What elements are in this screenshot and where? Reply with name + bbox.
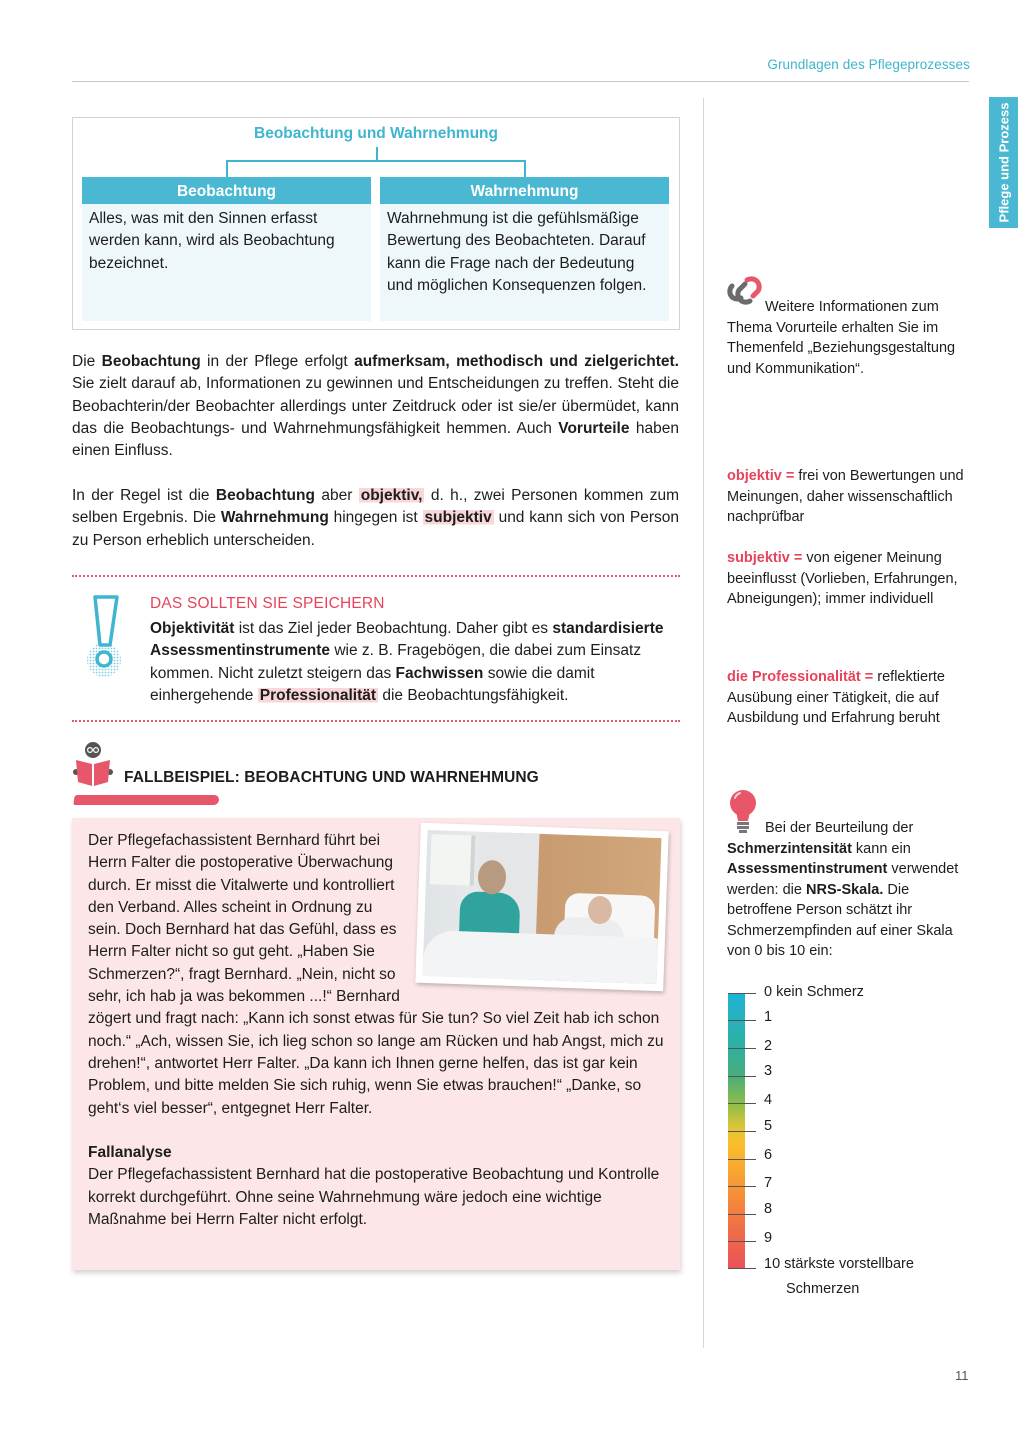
nrs-tick [728, 1103, 756, 1104]
nrs-tick [728, 1268, 756, 1269]
nrs-label-0: 0 kein Schmerz [764, 984, 864, 1000]
bold-term: Assessmentinstrument [727, 861, 888, 877]
nrs-tick [728, 1076, 756, 1077]
memo-text [150, 618, 670, 707]
bold-term: standardisierte Assessmentinstrumente [150, 620, 664, 660]
memo-title: DAS SOLLTEN SIE SPEICHERN [150, 595, 385, 612]
nrs-pain-scale [727, 984, 987, 1297]
text: die Beobachtungsfähigkeit. [378, 686, 569, 704]
case-study-title: FALLBEISPIEL: BEOBACHTUNG UND WAHRNEHMUNG [124, 769, 539, 786]
bold-term: Objektivität [150, 620, 235, 637]
analysis-heading: Fallanalyse [88, 1144, 172, 1162]
text: hingegen ist [328, 509, 423, 527]
reading-person-icon [72, 742, 118, 788]
bold-term: Vorurteile [558, 419, 630, 437]
nrs-label-10-cont: Schmerzen [786, 1281, 860, 1297]
page-number: 11 [955, 1368, 969, 1383]
section-title: Grundlagen des Pflegeprozesses [767, 57, 970, 72]
nrs-tick [728, 1020, 756, 1021]
bold-term: Beobachtung [101, 353, 201, 370]
nrs-label-8: 8 [764, 1201, 773, 1217]
diagram-connector [524, 160, 526, 177]
highlighted-term-objektiv[interactable]: objektiv, [360, 487, 423, 504]
brush-underline [73, 795, 219, 805]
case-study-header [72, 742, 680, 807]
case-story: Der Pflegefachassistent Bernhard führt bei Herrn Falter die postoperative Überwachung durch. Er misst die Vitalwerte und kontrolliert den Verband. Alles scheint in Ordnung zu sein. Doch Bernhard hat das Gefühl, dass es Herrn Falter nicht so gut geht. „Haben Sie Schmerzen?“, fragt Bernhard. „Nein, nicht so sehr, ich hab ja was bekommen ...!“ Bernhard zögert und fragt nach: „Kann ich sonst etwas für Sie tun? So viel Zeit hab ich schon noch.“ „Ach, wissen Sie, ich lieg schon so lange am Rücken und hab Angst, mich zu drehen!“, antwortet Herr Falter. „Da kann ich Ihnen gerne helfen, das ist gar kein Problem, und bitte melden Sie sich ruhig, wenn Sie etwas brauchen!“ „Danke, so geht‘s viel besser“, entgegnet Herr Falter. [88, 832, 664, 1117]
text: wie z. B. Fragebögen, die dabei zum Einsatz kommen. Nicht zuletzt steigern das [150, 642, 642, 682]
nrs-tick [728, 1241, 756, 1242]
nrs-label-9: 9 [764, 1230, 773, 1246]
nrs-tick [728, 1159, 756, 1160]
definition-term: subjektiv = [727, 550, 803, 566]
dotted-divider [72, 575, 680, 577]
definition-term: die Professionalität = [727, 669, 874, 685]
nrs-tick [728, 993, 756, 994]
nrs-label-4: 4 [764, 1092, 773, 1108]
text: Bei der Beurteilung der [765, 820, 914, 836]
concept-diagram [72, 117, 680, 330]
definition-text: reflektierte Ausübung einer Tätigkeit, die auf Ausbildung und Erfahrung beruht [727, 669, 945, 726]
diagram-connector [226, 160, 526, 162]
text: sowie die damit einhergehende [150, 664, 595, 704]
nrs-tick [728, 1048, 756, 1049]
nrs-label-5: 5 [764, 1118, 773, 1134]
memo-box [72, 587, 680, 712]
text: kann ein [851, 840, 911, 857]
definition-objektiv [727, 466, 972, 528]
nrs-label-1: 1 [764, 1009, 773, 1025]
exclamation-icon [80, 593, 130, 683]
nrs-label-7: 7 [764, 1175, 773, 1191]
diagram-column-heading: Beobachtung [82, 177, 371, 204]
text: In der Regel ist die [72, 487, 216, 504]
text: haben einen Einfluss. [72, 419, 679, 460]
nrs-tick [728, 1214, 756, 1215]
nrs-label-10: 10 stärkste vorstellbare [764, 1256, 914, 1272]
text: Die betroffene Person schätzt ihr Schmerzempfinden auf einer Skala von 0 bis 10 ein: [727, 881, 953, 959]
diagram-title: Beobachtung und Wahrnehmung [254, 125, 498, 142]
nrs-tick [728, 1131, 756, 1132]
definition-text: frei von Bewertungen und Meinungen, daher wissenschaftlich nachprüfbar [727, 468, 964, 525]
bold-term: Fachwissen [395, 664, 484, 682]
cross-reference-note: Weitere Informationen zum Thema Vorurteile erhalten Sie im Themenfeld „Beziehungsgestaltung und Kommunikation“. [727, 299, 956, 377]
definition-term: objektiv = [727, 468, 795, 484]
text: verwendet werden: die [727, 861, 959, 898]
bold-term: aufmerksam, methodisch und zielgerichtet. [354, 353, 679, 370]
highlighted-term-subjektiv[interactable]: subjektiv [424, 509, 492, 527]
text: und kann sich von Person zu Person erheblich unterscheiden. [72, 509, 679, 549]
diagram-column-wahrnehmung [380, 177, 669, 321]
bold-term: Wahrnehmung [220, 509, 329, 527]
definition-text: von eigener Meinung beeinflusst (Vorlieben, Erfahrungen, Abneigungen); immer individuell [727, 550, 958, 607]
diagram-connector [226, 160, 228, 177]
dotted-divider [72, 720, 680, 722]
definition-professionalitaet [727, 667, 972, 729]
text: in der Pflege erfolgt [200, 353, 355, 370]
nrs-label-2: 2 [764, 1038, 773, 1054]
tip-note [727, 818, 972, 962]
text: d. h., zwei Personen kommen zum selben Ergebnis. Die [72, 487, 680, 527]
analysis-text: Der Pflegefachassistent Bernhard hat die postoperative Beobachtung und Kontrolle korrekt durchgeführt. Ohne seine Wahrnehmung wäre jedoch eine wichtige Maßnahme bei Herrn Falter nicht erfolgt. [88, 1166, 660, 1229]
diagram-column-beobachtung [82, 177, 371, 321]
nrs-label-6: 6 [764, 1147, 773, 1163]
definition-subjektiv [727, 548, 972, 610]
case-study-box [72, 818, 680, 1270]
text: Die [72, 353, 102, 370]
bold-term: Schmerzintensität [727, 840, 852, 857]
text: Sie zielt darauf ab, Informationen zu gewinnen und Entscheidungen zu treffen. Steht die Beobachterin/der Beobachter allerdings unter Zeitdruck oder ist sie/er übermüdet, kann das die Beobachtungs- und Wahrnehmungsfähigkeit hemmen. Auch [72, 375, 679, 437]
text: ist das Ziel jeder Beobachtung. Daher gibt es [234, 620, 553, 637]
body-paragraph-1 [72, 351, 679, 462]
body-paragraph-2 [72, 485, 679, 552]
diagram-connector [376, 147, 378, 161]
diagram-column-text: Wahrnehmung ist die gefühlsmäßige Bewertung des Beobachteten. Darauf kann die Frage nach der Bedeutung und möglichen Konsequenzen folgen. [387, 210, 647, 294]
nrs-label-3: 3 [764, 1063, 773, 1079]
case-study-text [88, 830, 666, 1231]
text: aber [314, 487, 359, 504]
nrs-tick [728, 1186, 756, 1187]
column-divider [703, 98, 704, 1348]
highlighted-term-professionalitaet[interactable]: Professionalität [259, 686, 377, 704]
bold-term: NRS-Skala. [806, 881, 884, 898]
header-divider [72, 81, 969, 82]
chapter-tab-label: Pflege und Prozess [996, 102, 1012, 223]
chapter-tab[interactable] [989, 97, 1018, 228]
diagram-column-text: Alles, was mit den Sinnen erfasst werden kann, wird als Beobachtung bezeichnet. [89, 210, 335, 272]
diagram-column-heading: Wahrnehmung [380, 177, 669, 204]
bold-term: Beobachtung [215, 487, 315, 504]
